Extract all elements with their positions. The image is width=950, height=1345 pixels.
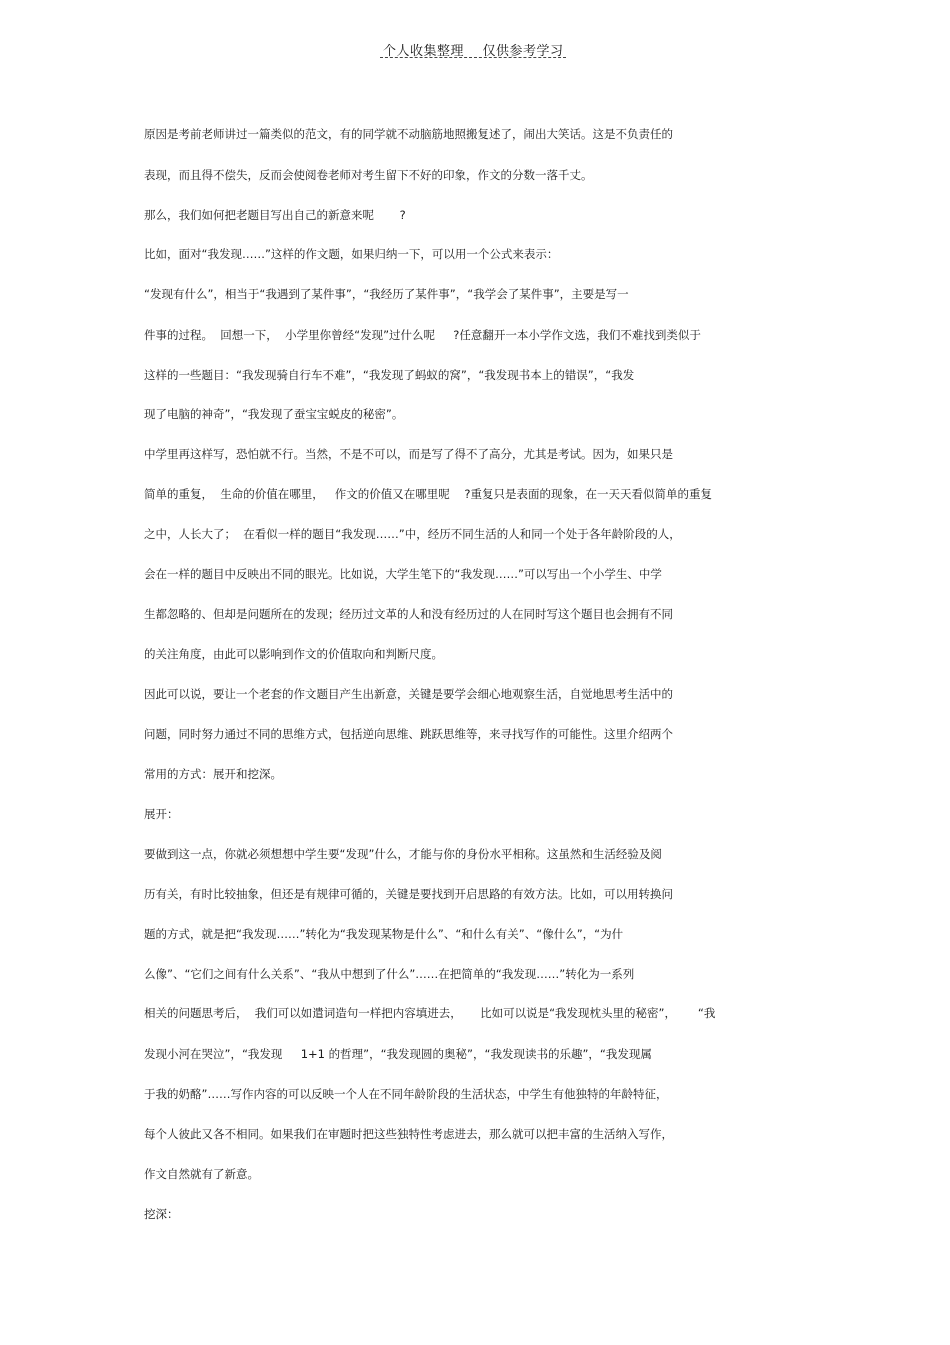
text-line: 简单的重复， 生命的价值在哪里， 作文的价值又在哪里呢 ?重复只是表面的现象，在一天天看似简单的重复 [144,487,712,501]
text-line: 比如，面对“我发现……”这样的作文题，如果归纳一下，可以用一个公式来表示： [144,247,559,261]
text-line: 历有关，有时比较抽象，但还是有规律可循的，关键是要找到开启思路的有效方法。比如，可以用转换问 [144,887,673,901]
text-line: “发现有什么”，相当于“我遇到了某件事”，“我经历了某件事”，“我学会了某件事”，主要是写一 [144,287,629,301]
text-line: 现了电脑的神奇”，“我发现了蚕宝宝蜕皮的秘密”。 [144,407,404,421]
section-heading: 展开： [144,807,179,821]
header-rule [380,57,566,58]
text-line: 之中，人长大了； 在看似一样的题目“我发现……”中，经历不同生活的人和同一个处于各年龄阶段的人， [144,527,681,541]
text-line: 会在一样的题目中反映出不同的眼光。比如说，大学生笔下的“我发现……”可以写出一个小学生、中学 [144,567,662,581]
text-line: 每个人彼此又各不相同。如果我们在审题时把这些独特性考虑进去，那么就可以把丰富的生活纳入写作， [144,1127,673,1141]
text-line: 作文自然就有了新意。 [144,1167,259,1181]
text-line: 题的方式，就是把“我发现……”转化为“我发现某物是什么”、“和什么有关”、“像什么”，“为什 [144,927,624,941]
text-line: 么像”、“它们之间有什么关系”、“我从中想到了什么”……在把简单的“我发现……”转化为一系列 [144,967,635,981]
text-line: 问题，同时努力通过不同的思维方式，包括逆向思维、跳跃思维等，来寻找写作的可能性。这里介绍两个 [144,727,673,741]
text-line: 于我的奶酪”……写作内容的可以反映一个人在不同年龄阶段的生活状态，中学生有他独特的年龄特征， [144,1087,668,1101]
page-header: 个人收集整理 仅供参考学习 [383,44,564,59]
text-line: 因此可以说，要让一个老套的作文题目产生出新意，关键是要学会细心地观察生活，自觉地思考生活中的 [144,687,673,701]
text-line: 相关的问题思考后， 我们可以如遣词造句一样把内容填进去， 比如可以说是“我发现枕头里的秘密”， “我 [144,1006,716,1020]
text-line: 件事的过程。 回想一下， 小学里你曾经“发现”过什么呢 ?任意翻开一本小学作文选，我们不难找到类似于 [144,328,701,342]
text-line: 发现小河在哭泣”，“我发现 1+1 的哲理”，“我发现圆的奥秘”，“我发现读书的乐趣”，“我发现属 [144,1047,652,1061]
text-line: 原因是考前老师讲过一篇类似的范文，有的同学就不动脑筋地照搬复述了，闹出大笑话。这是不负责任的 [144,127,673,141]
text-line: 表现，而且得不偿失，反而会使阅卷老师对考生留下不好的印象，作文的分数一落千丈。 [144,168,593,182]
text-line: 这样的一些题目：“我发现骑自行车不难”，“我发现了蚂蚁的窝”，“我发现书本上的错误”，“我发 [144,368,635,382]
text-line: 要做到这一点，你就必须想想中学生要“发现”什么，才能与你的身份水平相称。这虽然和生活经验及阅 [144,847,662,861]
text-line: 中学里再这样写，恐怕就不行。当然，不是不可以，而是写了得不了高分，尤其是考试。因为，如果只是 [144,447,673,461]
text-line: 的关注角度，由此可以影响到作文的价值取向和判断尺度。 [144,647,443,661]
text-line: 生都忽略的、但却是问题所在的发现；经历过文革的人和没有经历过的人在同时写这个题目也会拥有不同 [144,607,673,621]
section-heading: 挖深： [144,1207,179,1221]
text-line: 常用的方式：展开和挖深。 [144,767,282,781]
text-line: 那么，我们如何把老题目写出自己的新意来呢 ? [144,208,406,222]
